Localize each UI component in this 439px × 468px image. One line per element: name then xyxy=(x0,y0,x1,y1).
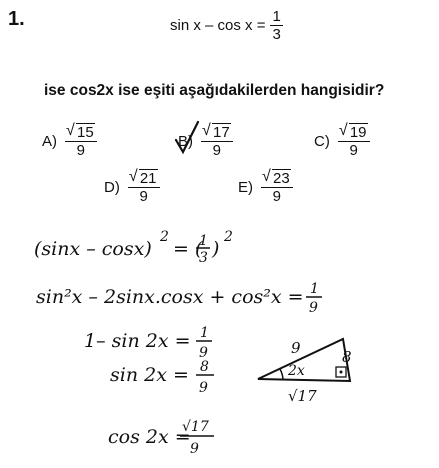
option-value xyxy=(261,170,293,205)
question-number: 1. xyxy=(8,8,25,30)
option-value xyxy=(128,170,160,205)
option-value xyxy=(201,124,233,159)
svg-text:9: 9 xyxy=(190,441,199,457)
option-radicand: 23 xyxy=(273,170,290,187)
option-letter: B) xyxy=(178,133,193,150)
option-denominator: 9 xyxy=(212,142,222,159)
option-a[interactable] xyxy=(42,124,97,159)
option-d[interactable] xyxy=(104,170,160,205)
option-radicand: 21 xyxy=(139,170,157,187)
option-denominator: 9 xyxy=(139,188,148,205)
option-e[interactable] xyxy=(238,170,293,205)
triangle-hypotenuse: 9 xyxy=(291,339,301,357)
hw-line-5: cos 2x = xyxy=(108,426,191,448)
svg-text:1: 1 xyxy=(310,281,319,297)
given-left: sin x – cos x = xyxy=(170,17,266,34)
question-statement: ise cos2x ise eşiti aşağıdakilerden hangisidir? xyxy=(44,82,385,99)
option-radicand: 19 xyxy=(349,124,367,141)
triangle-opposite: 8 xyxy=(342,348,352,366)
option-c[interactable] xyxy=(314,124,370,159)
checkmark-icon xyxy=(172,118,202,158)
option-letter: C) xyxy=(314,133,330,150)
option-radicand: 17 xyxy=(213,124,230,141)
hw-line-2: sin²x – 2sinx.cosx + cos²x = xyxy=(36,286,304,308)
given-equation xyxy=(170,8,283,43)
hw-line-1-left: (sinx – cosx) xyxy=(34,238,152,260)
option-denominator: 9 xyxy=(272,188,282,205)
given-numerator: 1 xyxy=(272,8,281,25)
svg-text:): ) xyxy=(212,238,220,260)
given-fraction xyxy=(270,8,282,43)
option-letter: E) xyxy=(238,179,253,196)
svg-text:1: 1 xyxy=(200,325,209,341)
svg-text:2: 2 xyxy=(224,229,233,245)
svg-text:9: 9 xyxy=(199,345,208,361)
hw-fraction-numerator: 1 xyxy=(199,233,208,249)
given-denominator: 3 xyxy=(272,26,281,43)
triangle-adjacent: √17 xyxy=(288,387,317,405)
triangle-angle: 2x xyxy=(288,363,305,379)
triangle-sketch xyxy=(258,339,352,405)
hw-line-4: sin 2x = xyxy=(110,364,189,386)
svg-text:√17: √17 xyxy=(182,419,209,435)
option-letter: A) xyxy=(42,133,57,150)
svg-text:= (: = ( xyxy=(173,238,203,260)
option-denominator: 9 xyxy=(349,142,358,159)
option-letter: D) xyxy=(104,179,120,196)
option-radicand: 15 xyxy=(77,124,94,141)
handwritten-solution xyxy=(0,215,439,468)
option-value xyxy=(338,124,370,159)
option-denominator: 9 xyxy=(76,142,86,159)
hw-fraction-denominator: 3 xyxy=(199,250,208,266)
hw-line-3: 1– sin 2x = xyxy=(84,330,191,352)
svg-text:9: 9 xyxy=(309,300,318,316)
svg-text:8: 8 xyxy=(200,359,209,375)
svg-text:2: 2 xyxy=(160,229,169,245)
svg-text:9: 9 xyxy=(199,380,208,396)
option-value xyxy=(65,124,97,159)
